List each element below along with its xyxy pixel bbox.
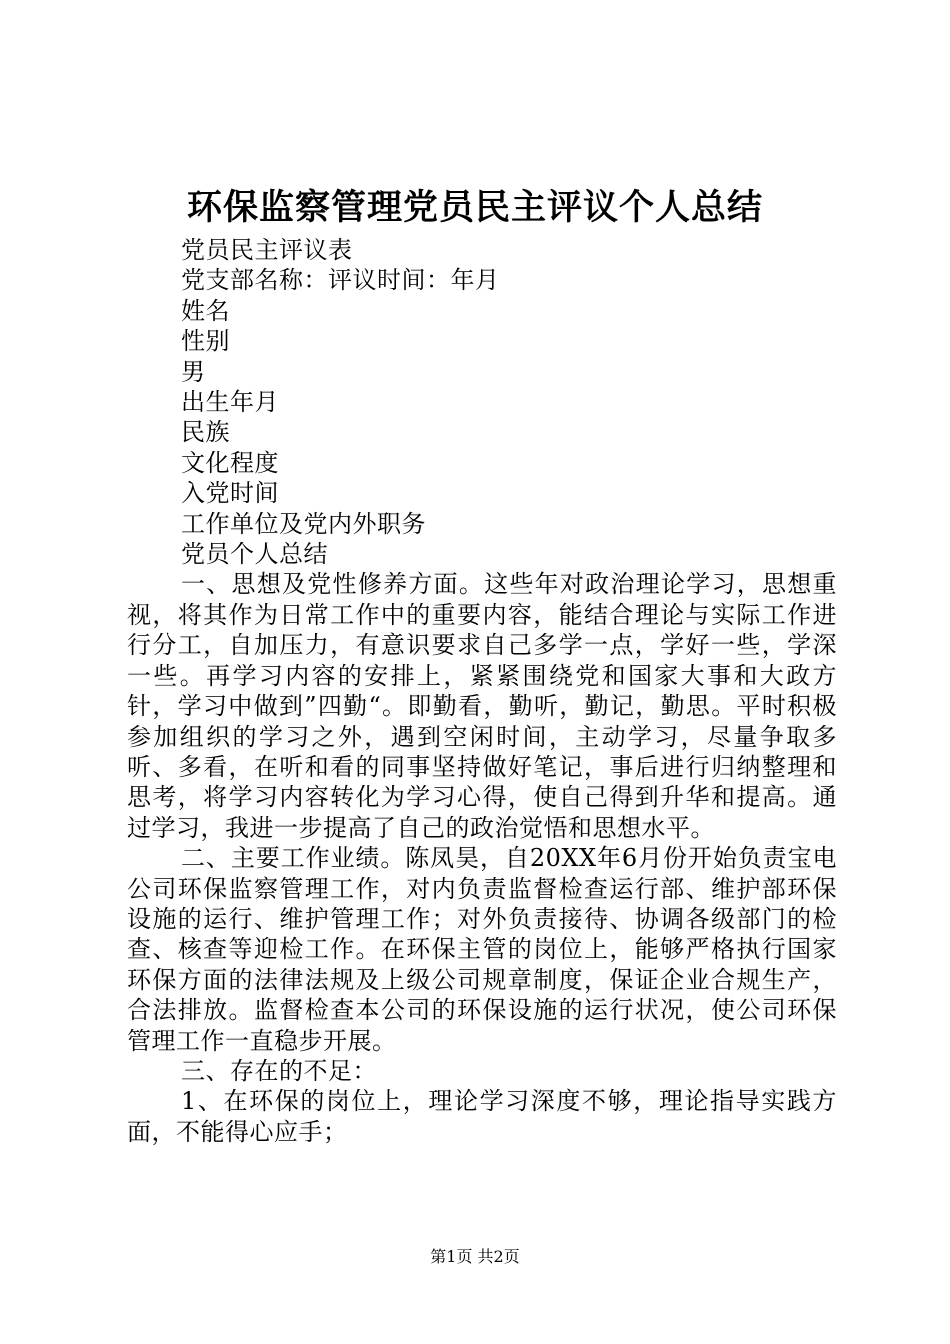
paragraph-ideology: 一、思想及党性修养方面。这些年对政治理论学习，思想重视，将其作为日常工作中的重要内容，能结合理论与实际工作进行分工，自加压力，有意识要求自己多学一点，学好一些，学深一些。再学习内容的安排上，紧紧围绕党和国家大事和大政方针，学习中做到”四勤“。即勤看，勤听，勤记，勤思。平时积极参加组织的学习之外，遇到空闲时间，主动学习，尽量争取多听、多看，在听和看的同事坚持做好笔记，事后进行归纳整理和思考，将学习内容转化为学习心得，使自己得到升华和提高。通过学习，我进一步提高了自己的政治觉悟和思想水平。	[127, 570, 837, 842]
branch-and-date-line: 党支部名称：评议时间：年月	[181, 266, 500, 295]
field-gender-label: 性别	[181, 327, 230, 356]
field-join-date-label: 入党时间	[181, 479, 279, 508]
field-name-label: 姓名	[181, 296, 230, 325]
document-body	[127, 235, 837, 1147]
field-education-label: 文化程度	[181, 448, 279, 477]
field-work-unit-label: 工作单位及党内外职务	[181, 509, 426, 538]
field-birth-label: 出生年月	[181, 388, 279, 417]
form-heading: 党员民主评议表	[181, 236, 353, 264]
summary-heading: 党员个人总结	[181, 540, 328, 569]
paragraph-achievements: 二、主要工作业绩。陈凤昊，自20XX年6月份开始负责宝电公司环保监察管理工作，对内负责监督检查运行部、维护部环保设施的运行、维护管理工作；对外负责接待、协调各级部门的检查、核查等迎检工作。在环保主管的岗位上，能够严格执行国家环保方面的法律法规及上级公司规章制度，保证企业合规生产，合法排放。监督检查本公司的环保设施的运行状况，使公司环保管理工作一直稳步开展。	[127, 844, 837, 1055]
field-gender-value: 男	[181, 357, 206, 386]
field-ethnicity-label: 民族	[181, 418, 230, 447]
document-title: 环保监察管理党员民主评议个人总结	[186, 187, 763, 228]
page-footer: 第1页 共2页	[430, 1247, 520, 1266]
paragraph-shortcomings-heading: 三、存在的不足：	[181, 1056, 377, 1085]
paragraph-shortcoming-1: 1、在环保的岗位上，理论学习深度不够，理论指导实践方面，不能得心应手；	[127, 1087, 837, 1146]
